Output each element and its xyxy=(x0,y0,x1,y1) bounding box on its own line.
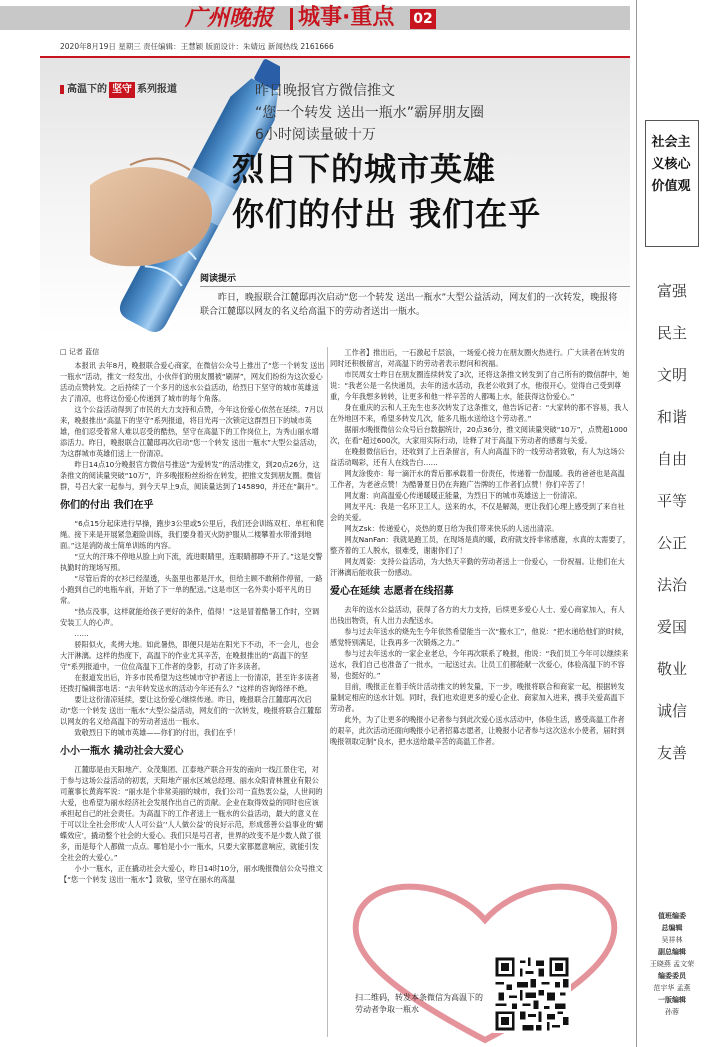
editor-role: 值班编委 xyxy=(658,912,686,920)
paragraph: 本报讯 去年8月，晚报联合爱心商家，在微信公众号上推出了“您一个转发 送出一瓶水”活动，推文一经发出，小伙伴们的朋友圈被“刷屏”，网友们纷纷为这次爱心活动点赞转发。之后持续了一个多月的送水公益活动，给烈日下坚守的城市英雄送去了清凉，也将这份爱心传递到了城市的每个角落。 xyxy=(60,361,325,403)
core-value-word: 自由 xyxy=(656,450,687,468)
column-divider xyxy=(327,347,328,1037)
paragraph: 网友Zsk：传递爱心，炎热的夏日给为我们带来快乐的人送出清凉。 xyxy=(344,524,559,533)
editor-role: 一版编辑 xyxy=(658,996,686,1004)
newspaper-logo: 广州晚报 xyxy=(185,5,274,31)
digest-label: 阅读提示 xyxy=(200,274,237,284)
paragraph: 参与过去年送水的烧先生今年依然希望能当一次“搬水工”，他说：“把水递给他们的时候，感觉特别满足，让我再多一次锻炼之力。” xyxy=(330,627,629,647)
editor-role: 总编辑 xyxy=(661,924,683,932)
paragraph: 网友NanFan：我就是跑工员，在现场是真的暖，政府就支持非常感谢，水真的太需要了，整齐着的工人脱水，很难受，谢谢你们了！ xyxy=(330,535,630,555)
core-value-word: 和谐 xyxy=(656,408,687,426)
series-key: 坚守 xyxy=(109,82,135,98)
paragraph: 身在重庆的云和人王先生也多次转发了这条推文，他告诉记者：“大家转的都不容易，我人在外地回不来，希望多转发几次，能多几瓶水送给这个劳动者。” xyxy=(330,403,629,423)
paragraph: 致敬烈日下的城市英雄——你们的付出，我们在乎！ xyxy=(74,728,240,737)
headline: 你们的付出 我们在乎 xyxy=(232,195,542,233)
core-value-word: 民主 xyxy=(656,324,687,342)
masthead-divider xyxy=(290,8,293,30)
editor-name: 吴祥林 xyxy=(661,936,683,944)
digest-text: 昨日，晚报联合江麓邸再次启动“您一个转发 送出一瓶水”大型公益活动，网友们的一次转发，晚报将联合江麓邸以网友的名义给高温下的劳动者送出一瓶水。 xyxy=(200,293,618,317)
paragraph: 这个公益活动得到了市民的大力支持和点赞，今年这份爱心依然在延续。7月以来，晚报推出“高温下的坚守”系列报道，将目光再一次锁定这群烈日下的城市英雄，他们忍受着常人难以忍受的酷热，坚守在高温下的工作岗位上，为秀山丽水增添活力。昨日，晚报联合江麓邸再次启动“您一个转发 送出一瓶水”大型公益活动，为这群城市英雄们送上一份清凉。 xyxy=(60,405,324,458)
core-values-title: 社会主义核心价值观 xyxy=(651,135,691,194)
paragraph: 在报道发出后，许多市民希望为这些城市守护者送上一份清凉，甚至许多读者还拨打编辑部电话：“去年转发送水的活动今年还有么？”这样的咨询络绎不绝。 xyxy=(60,673,319,693)
article-column-2 xyxy=(330,347,630,887)
paragraph: 去年的送水公益活动，获得了各方的大力支持，后续更多爱心人士、爱心商家加入，有人出钱出物资，有人出力去配送水。 xyxy=(330,605,625,625)
paragraph: 网友平凡：我是一名环卫工人，送来的水，不仅是解渴，更让我们心理上感受到了来自社会的关爱。 xyxy=(330,502,625,522)
page-number-badge: 02 xyxy=(410,9,436,29)
kicker-line: 6小时阅读量破十万 xyxy=(255,127,376,143)
subheading: 你们的付出 我们在乎 xyxy=(60,500,154,511)
core-value-word: 法治 xyxy=(656,576,687,594)
paragraph: 网友涂俊亦：每一滴汗水的背后都承载着一份责任，传递着一份温暖。我的爸爸也是高温工作者，为老爸点赞！为酷暑夏日仍在奔跑广告牌的工作者们点赞！你们辛苦了！ xyxy=(330,469,625,489)
paragraph: 小小一瓶水，正在撬动社会大爱心，昨日14时10分，丽水晚报微信公众号推文【“您一个转发 送出一瓶水”】致敬，坚守在丽水的高温 xyxy=(60,864,323,884)
qr-code-icon[interactable] xyxy=(493,955,571,1033)
paragraph: 目前，晚报正在着手统计活动推文的转发量，下一步，晚报将联合和商家一起，根据转发量制定相应的送水计划。同时，我们也欢迎更多的爱心企业、商家加入进来，携手关爱高温下劳动者。 xyxy=(330,682,625,713)
paragraph: “豆大的汗珠不停地从脸上向下流，流进眼睛里，连眼睛都睁不开了。”这是交警执勤时的现场写照。 xyxy=(60,552,323,572)
core-value-word: 友善 xyxy=(656,744,687,762)
paragraph: “6点15分起床进行早操，跑步3公里或5公里后，我们还会训练双杠、单杠和爬绳。接下来是开展紧急避险训练，我们要身着灭火防护服从二楼攀着水带滑到地面。”这是消防战士简单训练的内容。 xyxy=(60,519,324,550)
paragraph: 市民周女士昨日在朋友圈连续转发了3次，还将这条推文转发到了自己所有的微信群中，她说：“我老公是一名快递员，去年的送水活动，我老公收到了水，他很开心，觉得自己受到尊重，今年我想多转转，让更多和他一样辛苦的人都喝上水，能获得这份爱心。” xyxy=(330,370,630,401)
subheading: 小小一瓶水 撬动社会大爱心 xyxy=(60,746,184,757)
series-tag xyxy=(60,82,177,98)
digest-rule xyxy=(200,286,630,287)
paragraph: 网友谢：向高温爱心传递暖暖正能量，为烈日下的城市英雄送上一份清凉。 xyxy=(344,491,582,500)
paragraph: 在晚报微信后台，还收到了上百条留言，有人向高温下的一线劳动者致敬，有人为这场公益活动喝彩，还有人在线告白…… xyxy=(330,447,625,467)
heart-outline-graphic xyxy=(330,880,640,1045)
editor-role: 编委委员 xyxy=(658,972,686,980)
series-marker xyxy=(60,85,64,94)
section-title: 城事·重点 xyxy=(298,5,395,30)
paragraph: “热点没事，这样就能给孩子更好的条件，值得！”这是冒着酷暑工作时，空调安装工人的心声。 xyxy=(60,607,320,627)
core-value-word: 文明 xyxy=(656,366,687,384)
paragraph: 骄阳似火，炙烤大地。如此暑热，即便只是站在阳光下不动，不一会儿，也会大汗淋漓。这样的热度下，高温下的作业尤其辛苦，在晚报推出的“高温下的坚守”系列报道中，一位位高温下工作者的身影，打动了许多读者。 xyxy=(60,640,319,671)
paragraph: 要让这份清凉延续，要让这份爱心继续传递。昨日，晚报联合江麓邸再次启动“您一个转发 送出一瓶水”大型公益活动，网友们的一次转发，晚报将联合江麓邸以网友的名义给高温下的劳动者送出一瓶水。 xyxy=(60,695,322,726)
subheading: 爱心在延续 志愿者在线招募 xyxy=(330,586,454,597)
paragraph: 昨日14点10分晚报官方微信号推送“为爱转发”的活动推文，到20点26分，这条推文的阅读量突破“10万”，许多晚报粉丝纷纷在转发，把推文发到朋友圈。微信群，号召大家一起参与，到今天早上9点，阅读量达到了145890，并还在“飙升”。 xyxy=(60,460,323,491)
core-value-word: 平等 xyxy=(656,492,687,510)
paragraph: 工作者】推出后，一石激起千层浪，一场爱心接力在朋友圈火热进行。广大读者在转发的同时还积极留言，对高温下的劳动者表示慰问和祝福。 xyxy=(330,348,625,368)
dateline: 2020年8月19日 星期三 责任编辑：王慧颖 版面设计：朱婧远 新闻热线 2161666 xyxy=(60,42,334,51)
byline: □ 记者 蓝信 xyxy=(60,348,100,356)
kicker-line: “您一个转发 送出一瓶水”霸屏朋友圈 xyxy=(255,105,484,121)
editor-name: 孙蓉 xyxy=(665,1008,679,1016)
paragraph: 参与过去年送水的一家企业老总，今年再次联系了晚报，他说：“我们员工今年可以继续来送水，我们自己也准备了一批水，一起送过去。让员工们都能献一次爱心，体验高温下的不容易，也挺好的。” xyxy=(330,649,629,680)
core-value-word: 公正 xyxy=(656,534,687,552)
qr-caption: 扫二维码，转发本条微信为高温下的劳动者争取一瓶水 xyxy=(355,993,483,1014)
paragraph: 江麓邸是由天阳地产、众茂集团、江泰地产联合开发的南向一线江景住宅，对于参与这场公益活动的初衷，天阳地产丽水区域总经理、丽水众阳青林置业有限公司董事长黄海军说：“丽水是个非常美丽的城市，我们公司一直热衷公益，人世间的大爱，也希望为丽水经济社会发展作出自己的贡献。企业在取得效益的同时也应该承担起自己的社会责任。为高温下的工作者送上一瓶水的公益活动，最大的意义在于可以让全社会形成‘人人可公益’‘人人做公益’的良好示范，形成慈善公益事业的‘蝴蝶效应’，撬动整个社会的大爱心。我们只是号召者，世界的改变不是少数人做了很多，而是每个人都做一点点。哪怕是小小一瓶水，只要大家都愿意响应，就能引发全社会的大爱心。” xyxy=(60,765,323,862)
core-value-word: 爱国 xyxy=(656,618,687,636)
paragraph: 此外，为了让更多的晚报小记者参与到此次爱心送水活动中，体验生活，感受高温工作者的艰辛，此次活动还面向晚报小记者招募志愿者，让晚报小记者参与这次送水小使者，届时到晚报领取定制“良水，把水送给最辛苦的高温工作者。 xyxy=(330,715,625,746)
paragraph: …… xyxy=(74,629,89,638)
core-value-word: 敬业 xyxy=(656,660,687,678)
headline: 烈日下的城市英雄 xyxy=(232,150,497,188)
paragraph: “尽管后背的衣衫已经湿透，头盔里也都是汗水，但给主顾不敢稍作停留，一路小跑到自己的电瓶车前，开始了下一单的配送。”这是市区一名外卖小哥平凡的日常。 xyxy=(60,574,323,605)
series-prefix: 高温下的 xyxy=(67,84,107,95)
series-suffix: 系列报道 xyxy=(137,84,177,95)
editor-name: 范宇华 孟燕 xyxy=(653,984,691,992)
core-value-word: 富强 xyxy=(656,282,687,300)
kicker-line: 昨日晚报官方微信推文 xyxy=(255,83,395,99)
core-value-word: 诚信 xyxy=(656,702,687,720)
article-column-1 xyxy=(60,360,325,1035)
paragraph: 据丽水晚报微信公众号后台数据统计，20点36分，推文阅读量突破“10万”，点赞超1000次，在看“超过600次，大家用实际行动，诠释了对于高温下劳动者的感谢与关爱。 xyxy=(330,425,628,445)
editor-role: 副总编辑 xyxy=(658,948,686,956)
sidebar-rule xyxy=(636,0,637,1047)
editor-credits xyxy=(648,910,696,1018)
paragraph: 网友周姿：支持公益活动，为大热天辛勤的劳动者送上一份爱心，一份祝福。让他们在大汗淋漓后能收获一份感动。 xyxy=(330,557,625,577)
editor-name: 王晓燕 孟文荣 xyxy=(649,960,695,968)
